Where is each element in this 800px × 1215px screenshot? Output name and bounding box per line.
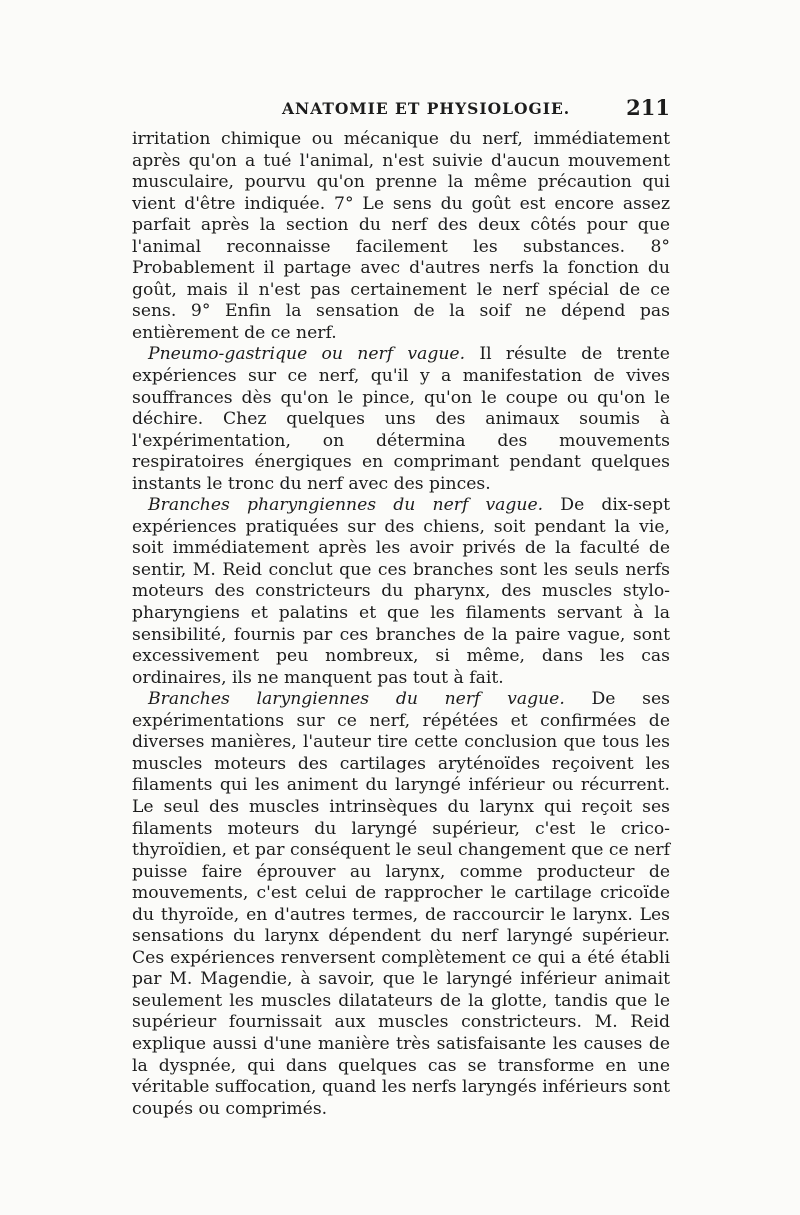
paragraph-text: Il résulte de trente expériences sur ce nerf, qu'il y a manifestation de vives souffrances dès qu'on le pince, qu'on le coupe ou qu'on le déchire. Chez quelques uns des animaux soumis à l'expérimentation, on détermina des mouvements respiratoires énergiques en comprimant pendant quelques instants le tronc du nerf avec des pinces.: [132, 344, 670, 494]
section-heading: Pneumo-gastrique ou nerf vague.: [148, 344, 466, 365]
page-number: 211: [626, 95, 670, 120]
paragraph-text: De ses expérimentations sur ce nerf, répétées et confirmées de diverses manières, l'auteur tire cette conclusion que tous les muscles moteurs des cartilages aryténoïdes reçoivent les filaments qui les animent du laryngé inférieur ou récurrent. Le seul des muscles intrinsèques du larynx qui reçoit ses filaments moteurs du laryngé supérieur, c'est le crico-thyroïdien, et par conséquent le seul changement que ce nerf puisse faire éprouver au larynx, comme producteur de mouvements, c'est celui de rapprocher le cartilage cricoïde du thyroïde, en d'autres termes, de raccourcir le larynx. Les sensations du larynx dépendent du nerf laryngé supérieur. Ces expériences renversent complètement ce qui a été établi par M. Magendie, à savoir, que le laryngé inférieur animait seulement les muscles dilatateurs de la glotte, tandis que le supérieur fournissait aux muscles constricteurs. M. Reid explique aussi d'une manière très satisfaisante les causes de la dyspnée, qui dans quelques cas se transforme en une véritable suffocation, quand les nerfs laryngés inférieurs sont coupés ou comprimés.: [132, 689, 670, 1119]
body-text: [132, 129, 670, 1120]
section-heading: Branches laryngiennes du nerf vague.: [148, 689, 565, 710]
paragraph-text: De dix-sept expériences pratiquées sur des chiens, soit pendant la vie, soit immédiatement après les avoir privés de la faculté de sentir, M. Reid conclut que ces branches sont les seuls nerfs moteurs des constricteurs du pharynx, des muscles stylo-pharyngiens et palatins et que les filaments servant à la sensibilité, fournis par ces branches de la paire vague, sont excessivement peu nombreux, si même, dans les cas ordinaires, ils ne manquent pas tout à fait.: [132, 495, 671, 688]
paragraph-branches-laryngiennes: [132, 689, 670, 1120]
paragraph-continuation: [132, 129, 670, 344]
page: [132, 95, 670, 1120]
paragraph-branches-pharyngiennes: [132, 495, 670, 689]
paragraph-text: irritation chimique ou mécanique du nerf, immédiatement après qu'on a tué l'animal, n'est suivie d'aucun mouvement musculaire, pourvu qu'on prenne la même précaution qui vient d'être indiquée. 7° Le sens du goût est encore assez parfait après la section du nerf des deux côtés pour que l'animal reconnaisse facilement les substances. 8° Probablement il partage avec d'autres nerfs la fonction du goût, mais il n'est pas certainement le nerf spécial de ce sens. 9° Enfin la sensation de la soif ne dépend pas entièrement de ce nerf.: [132, 129, 670, 343]
running-header: [132, 95, 670, 123]
section-heading: Branches pharyngiennes du nerf vague.: [148, 495, 544, 516]
paragraph-pneumo-gastrique: [132, 344, 670, 495]
header-title: ANATOMIE ET PHYSIOLOGIE.: [282, 99, 571, 118]
